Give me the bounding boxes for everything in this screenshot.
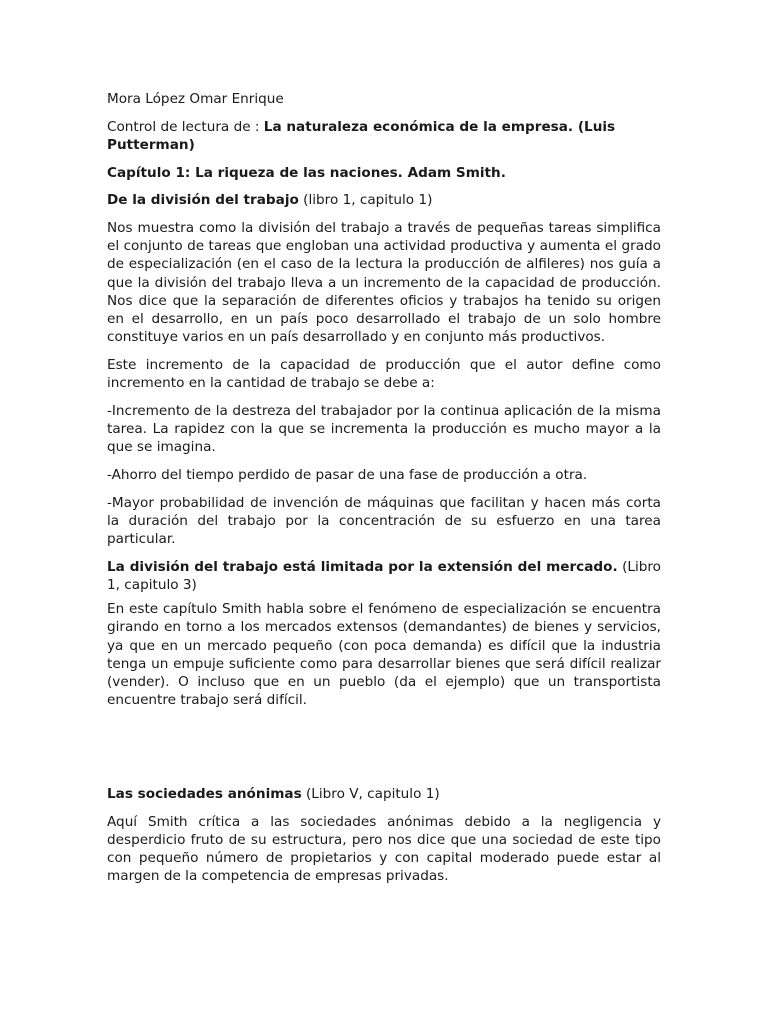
section1-bullet-1: -Incremento de la destreza del trabajador por la continua aplicación de la misma tarea. La rapidez con la que se incrementa la producción es mucho mayor a la que se imagina. xyxy=(107,402,661,456)
section2-ref: (Libro 1, capitulo 3) xyxy=(107,558,661,593)
control-prefix: Control de lectura de : xyxy=(107,118,264,135)
section3-heading-line xyxy=(107,785,661,803)
section1-bullet-3: -Mayor probabilidad de invención de máquinas que facilitan y hacen más corta la duración del trabajo por la concentración de su esfuerzo en una tarea particular. xyxy=(107,494,661,548)
document-page xyxy=(107,90,661,895)
section2-heading-line xyxy=(107,558,661,594)
section1-paragraph-1: Nos muestra como la división del trabajo a través de pequeñas tareas simplifica el conjunto de tareas que engloban una actividad productiva y aumenta el grado de especialización (en el caso de la lectura la producción de alfileres) nos guía a que la división del trabajo lleva a un incremento de la capacidad de producción. Nos dice que la separación de diferentes oficios y trabajos ha tenido su origen en el desarrollo, en un país poco desarrollado el trabajo de un solo hombre constituye varios en un país desarrollado y en conjunto más productivos. xyxy=(107,220,661,346)
section1-heading-line xyxy=(107,191,661,209)
section1-ref: (libro 1, capitulo 1) xyxy=(298,192,433,209)
section1-paragraph-2: Este incremento de la capacidad de producción que el autor define como incremento en la cantidad de trabajo se debe a: xyxy=(107,356,661,392)
section2-paragraph-1: En este capítulo Smith habla sobre el fenómeno de especialización se encuentra girando en torno a los mercados extensos (demandantes) de bienes y servicios, ya que en un mercado pequeño (con poca demanda) es difícil que la industria tenga un empuje suficiente como para desarrollar bienes que será difícil realizar (vender). O incluso que en un pueblo (da el ejemplo) que un transportista encuentre trabajo será difícil. xyxy=(107,601,661,709)
section2-heading: La división del trabajo está limitada por la extensión del mercado. xyxy=(107,558,618,575)
section1-bullet-2: -Ahorro del tiempo perdido de pasar de una fase de producción a otra. xyxy=(107,466,588,483)
author-name: Mora López Omar Enrique xyxy=(107,91,284,107)
section3-heading: Las sociedades anónimas xyxy=(107,785,302,802)
section3-paragraph-1: Aquí Smith crítica a las sociedades anónimas debido a la negligencia y desperdicio fruto de su estructura, pero nos dice que una sociedad de este tipo con pequeño número de propietarios y con capital moderado puede estar al margen de la competencia de empresas privadas. xyxy=(107,813,661,885)
book-title: La naturaleza económica de la empresa. (Luis Putterman) xyxy=(107,118,616,153)
chapter-title: Capítulo 1: La riqueza de las naciones. Adam Smith. xyxy=(107,164,506,181)
section3-ref: (Libro V, capitulo 1) xyxy=(301,785,440,802)
blank-space xyxy=(107,719,661,785)
section1-heading: De la división del trabajo xyxy=(107,192,299,209)
reading-control-line xyxy=(107,118,661,154)
